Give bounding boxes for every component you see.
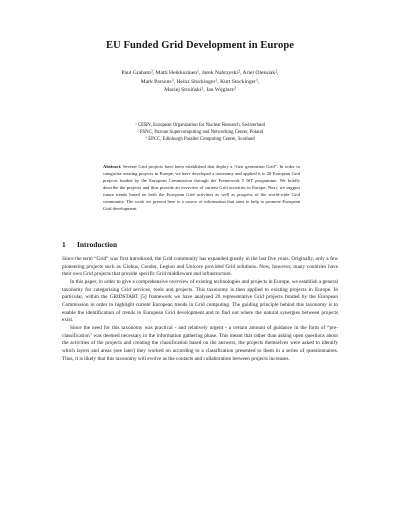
- author-affiliation-mark: 1: [215, 78, 218, 82]
- affiliation-line: [80, 137, 320, 144]
- author-affiliation-mark: 2: [275, 69, 278, 74]
- author-name: Kurt Stockinger$^1$: [220, 78, 258, 85]
- affiliation-text: PSNC, Poznan Supercomputing and Networking Center, Poland: [138, 129, 264, 135]
- affiliation-mark: 2: [136, 128, 139, 133]
- author-affiliation-mark: 2: [237, 69, 240, 74]
- body-paragraph: Since the term “Grid” was first introduced, the Grid community has expanded greatly in the last five years. Originally, only a few pioneering projects such as Globus, Condor, Legion and Unicore provided Grid solutions. Now, however, many countries have their own Grid projects that provide specific Grid middleware and infrastructure.: [62, 256, 338, 278]
- author-affiliation-mark: 3: [171, 78, 174, 82]
- author-affiliation-mark: 3: [150, 69, 153, 74]
- author-affiliation-mark: 2: [233, 86, 236, 91]
- author-name: Jarek Nabrzyski$^2$: [201, 69, 240, 76]
- author-name: Matti Heikkurinen$^1$: [155, 69, 199, 76]
- affiliation-mark: 1: [135, 121, 137, 126]
- abstract-label: Abstract.: [103, 164, 122, 169]
- author-name: Heinz Stockinger$^1$: [176, 78, 218, 85]
- affiliation-text: CERN, European Organization for Nuclear Research, Switzerland: [136, 123, 265, 128]
- abstract-text: Several Grid projects have been established that deploy a “first generation Grid”. In order to categorise existing projects in Europe, we have developed a taxonomy and applied it to 20 European Grid projects funded by the European Commission through the Framework 5 IST programme. We briefly describe the projects and thus provide an overview of current Grid activities in Europe. Next, we suggest future trends based on both the European Grid activities as well as progress of the world-wide Grid community. The work we present here is a source of information that aims to help to promote European Grid development.: [103, 164, 300, 211]
- affiliation-text: EPCC, Edinburgh Parallel Computing Centre, Scotland: [147, 136, 255, 142]
- section-body: [62, 256, 338, 363]
- author-name: Jan Węglarz$^2$: [206, 86, 236, 94]
- affiliation-list: [80, 123, 320, 144]
- section-number: 1: [62, 240, 66, 249]
- section-heading: [62, 240, 117, 249]
- section-title: Introduction: [77, 240, 118, 249]
- author-name: Mark Parsons$^3$: [140, 78, 174, 85]
- author-name: Paul Graham$^3$: [121, 69, 153, 76]
- body-paragraph: In this paper, in order to give a comprehensive overview of existing technologies and projects in Europe, we establish a general taxonomy for categorising Grid services, tools and projects. This taxonomy is then applied to existing projects in Europe. In particular, within the GRIDSTART [5] framework we have analysed 20 representative Grid projects funded by the European Commission in order to highlight current European trends in Grid computing. The guiding principle behind this taxonomy is to enable the identification of trends in European Grid development and to find out where the natural synergies between projects exist.: [62, 278, 338, 324]
- author-name: Ariel Oleksiak$^2$: [242, 69, 278, 76]
- author-list: Paul Graham$^3$, Matti Heikkurinen$^1$, Jarek Nabrzyski$^2$, Ariel Oleksiak$^2$, Mark Parsons$^3$, Heinz Stockinger$^1$, Kurt Stockinger$^1$, Maciej Stroiński$^2$, Jan Węglarz$^2$: [121, 69, 279, 94]
- author-affiliation-mark: 1: [255, 78, 258, 82]
- author-affiliation-mark: 1: [197, 69, 199, 74]
- abstract: [103, 163, 300, 212]
- body-paragraph: Since the need for this taxonomy was practical - and relatively urgent - a certain amount of guidance in the form of “pre-classification” was deemed necessary in the information gathering phase. This meant that rather than asking open questions about the activities of the projects and creating the classification based on the answers, the projects themselves were asked to identify which layers and areas (see later) they worked on according to a classification presented to them in a series of questionnaires. Thus, it is likely that this taxonomy will evolve as the contacts and collaboration between projects increases.: [62, 324, 338, 362]
- author-name: Maciej Stroiński$^2$: [164, 86, 204, 94]
- paper-title: EU Funded Grid Development in Europe: [105, 40, 295, 51]
- author-affiliation-mark: 2: [201, 86, 204, 91]
- affiliation-mark: 3: [145, 135, 148, 140]
